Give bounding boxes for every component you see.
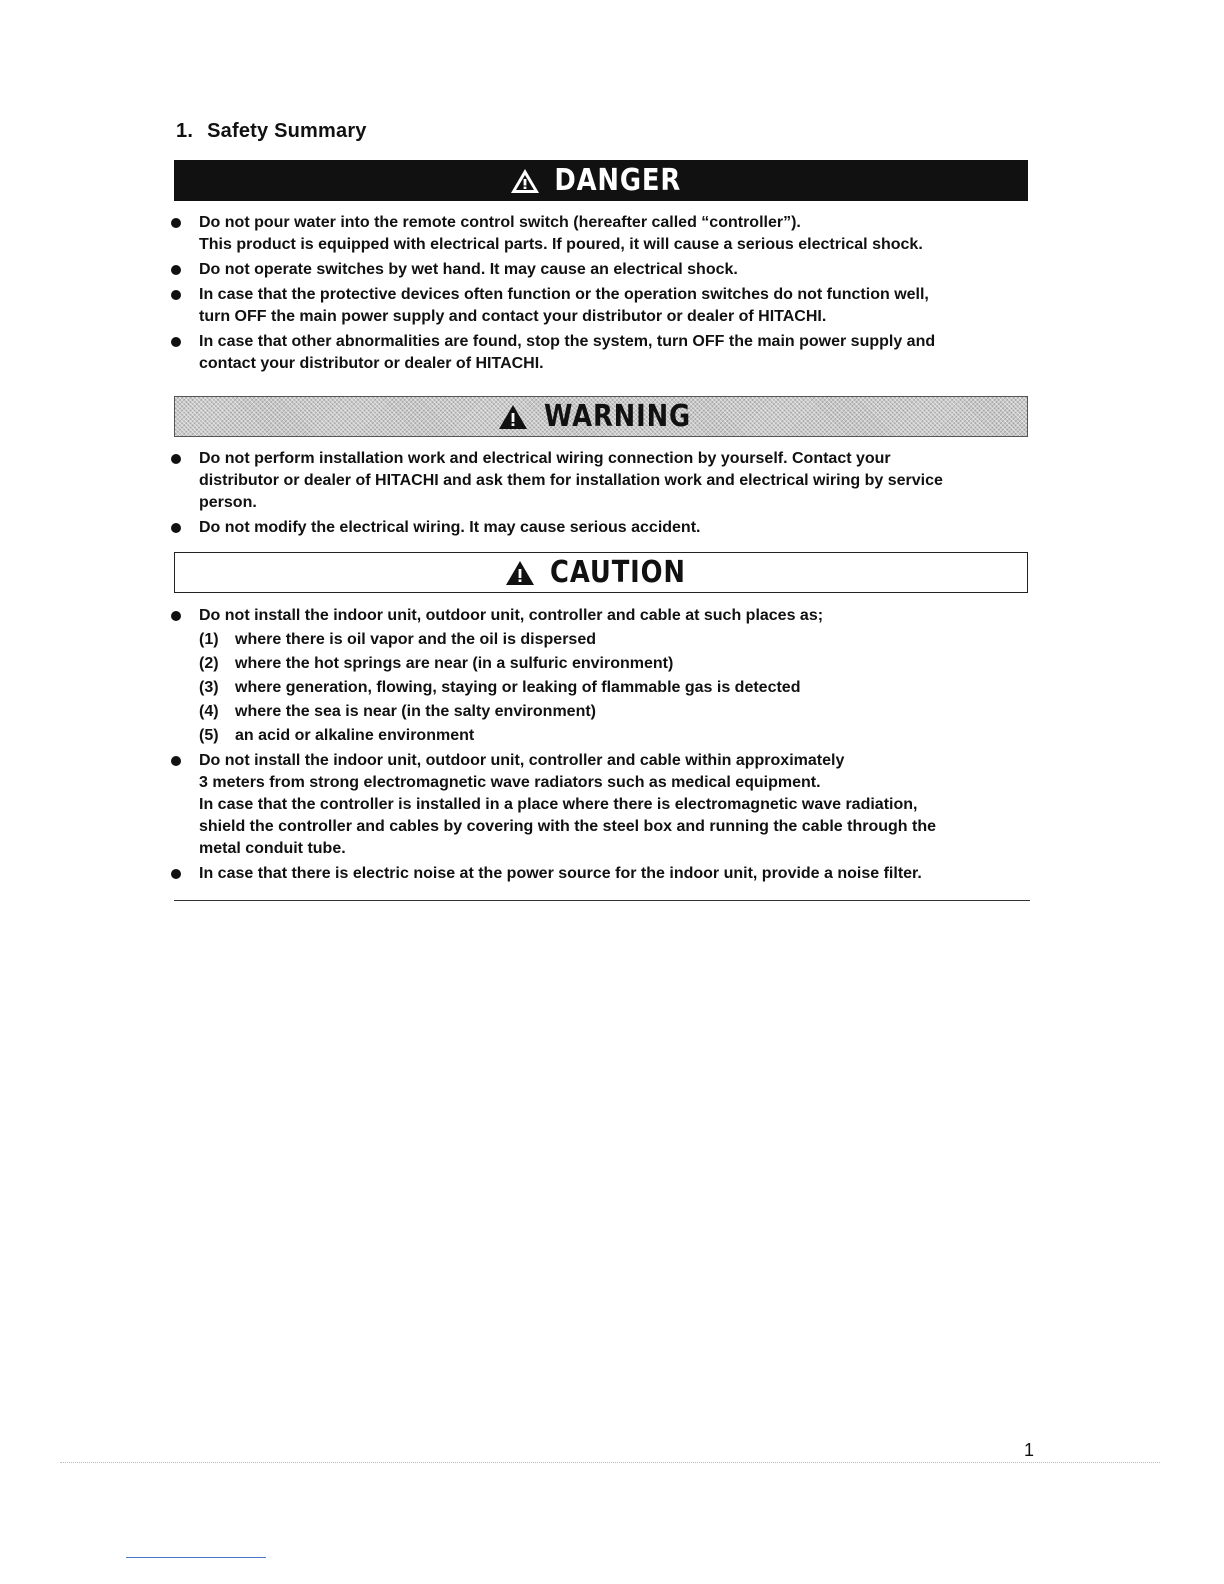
bullet-icon	[171, 218, 181, 228]
text-line: turn OFF the main power supply and contact your distributor or dealer of HITACHI.	[199, 308, 827, 325]
danger-banner	[174, 160, 1028, 201]
text-line: Do not pour water into the remote control switch (hereafter called “controller”).	[199, 214, 801, 231]
text-line: person.	[199, 494, 257, 511]
bullet-icon	[171, 337, 181, 347]
danger-label: DANGER	[554, 162, 682, 198]
caution-banner	[174, 552, 1028, 593]
danger-item	[170, 259, 1040, 281]
bullet-icon	[171, 611, 181, 621]
text-line: Do not operate switches by wet hand. It may cause an electrical shock.	[199, 261, 738, 278]
warning-triangle-icon	[498, 404, 528, 430]
sub-item	[199, 653, 1040, 675]
sub-item-text: where the hot springs are near (in a sulfuric environment)	[235, 655, 674, 672]
bullet-icon	[171, 756, 181, 766]
text-line: Do not modify the electrical wiring. It may cause serious accident.	[199, 519, 701, 536]
bullet-icon	[171, 523, 181, 533]
text-line: 3 meters from strong electromagnetic wave radiators such as medical equipment.	[199, 774, 821, 791]
footer-rule	[60, 1462, 1160, 1463]
danger-list	[170, 212, 1040, 378]
text-line: distributor or dealer of HITACHI and ask them for installation work and electrical wiring by service	[199, 472, 943, 489]
text-line: In case that the protective devices often function or the operation switches do not function well,	[199, 286, 929, 303]
sub-item-text: where generation, flowing, staying or leaking of flammable gas is detected	[235, 679, 801, 696]
sub-item-text: where there is oil vapor and the oil is dispersed	[235, 631, 596, 648]
danger-item	[170, 331, 1040, 375]
page-number: 1	[1024, 1440, 1035, 1460]
text-line: In case that the controller is installed in a place where there is electromagnetic wave radiation,	[199, 796, 918, 813]
sub-item	[199, 677, 1040, 699]
text-line: Do not install the indoor unit, outdoor unit, controller and cable within approximately	[199, 752, 845, 769]
caution-item	[170, 605, 1040, 747]
caution-list	[170, 605, 1040, 888]
sub-item	[199, 629, 1040, 651]
bullet-icon	[171, 869, 181, 879]
warning-triangle-icon	[505, 560, 535, 586]
warning-label: WARNING	[544, 398, 692, 434]
section-end-rule	[174, 900, 1030, 901]
text-line: metal conduit tube.	[199, 840, 346, 857]
bullet-icon	[171, 290, 181, 300]
danger-item	[170, 212, 1040, 256]
caution-label: CAUTION	[550, 554, 686, 590]
warning-triangle-icon	[510, 168, 540, 194]
text-line: shield the controller and cables by covering with the steel box and running the cable through the	[199, 818, 936, 835]
warning-item	[170, 448, 1040, 514]
sub-item-number: (2)	[199, 655, 219, 672]
sub-item-number: (4)	[199, 703, 219, 720]
section-number: 1.	[176, 120, 194, 142]
caution-item	[170, 863, 1040, 885]
footnote-rule	[126, 1557, 266, 1558]
text-line: This product is equipped with electrical parts. If poured, it will cause a serious electrical shock.	[199, 236, 923, 253]
text-line: Do not install the indoor unit, outdoor unit, controller and cable at such places as;	[199, 607, 824, 624]
sub-item-number: (1)	[199, 631, 219, 648]
caution-item	[170, 750, 1040, 860]
warning-list	[170, 448, 1040, 542]
sub-item-text: where the sea is near (in the salty environment)	[235, 703, 596, 720]
text-line: In case that there is electric noise at the power source for the indoor unit, provide a noise filter.	[199, 865, 922, 882]
sub-item	[199, 725, 1040, 747]
sub-item	[199, 701, 1040, 723]
bullet-icon	[171, 265, 181, 275]
sub-item-text: an acid or alkaline environment	[235, 727, 475, 744]
sub-item-number: (3)	[199, 679, 219, 696]
bullet-icon	[171, 454, 181, 464]
text-line: In case that other abnormalities are found, stop the system, turn OFF the main power supply and	[199, 333, 936, 350]
section-title	[176, 120, 367, 143]
warning-banner	[174, 396, 1028, 437]
sub-item-number: (5)	[199, 727, 219, 744]
text-line: Do not perform installation work and electrical wiring connection by yourself. Contact your	[199, 450, 891, 467]
text-line: contact your distributor or dealer of HITACHI.	[199, 355, 544, 372]
section-title-text: Safety Summary	[207, 120, 367, 142]
warning-item	[170, 517, 1040, 539]
danger-item	[170, 284, 1040, 328]
